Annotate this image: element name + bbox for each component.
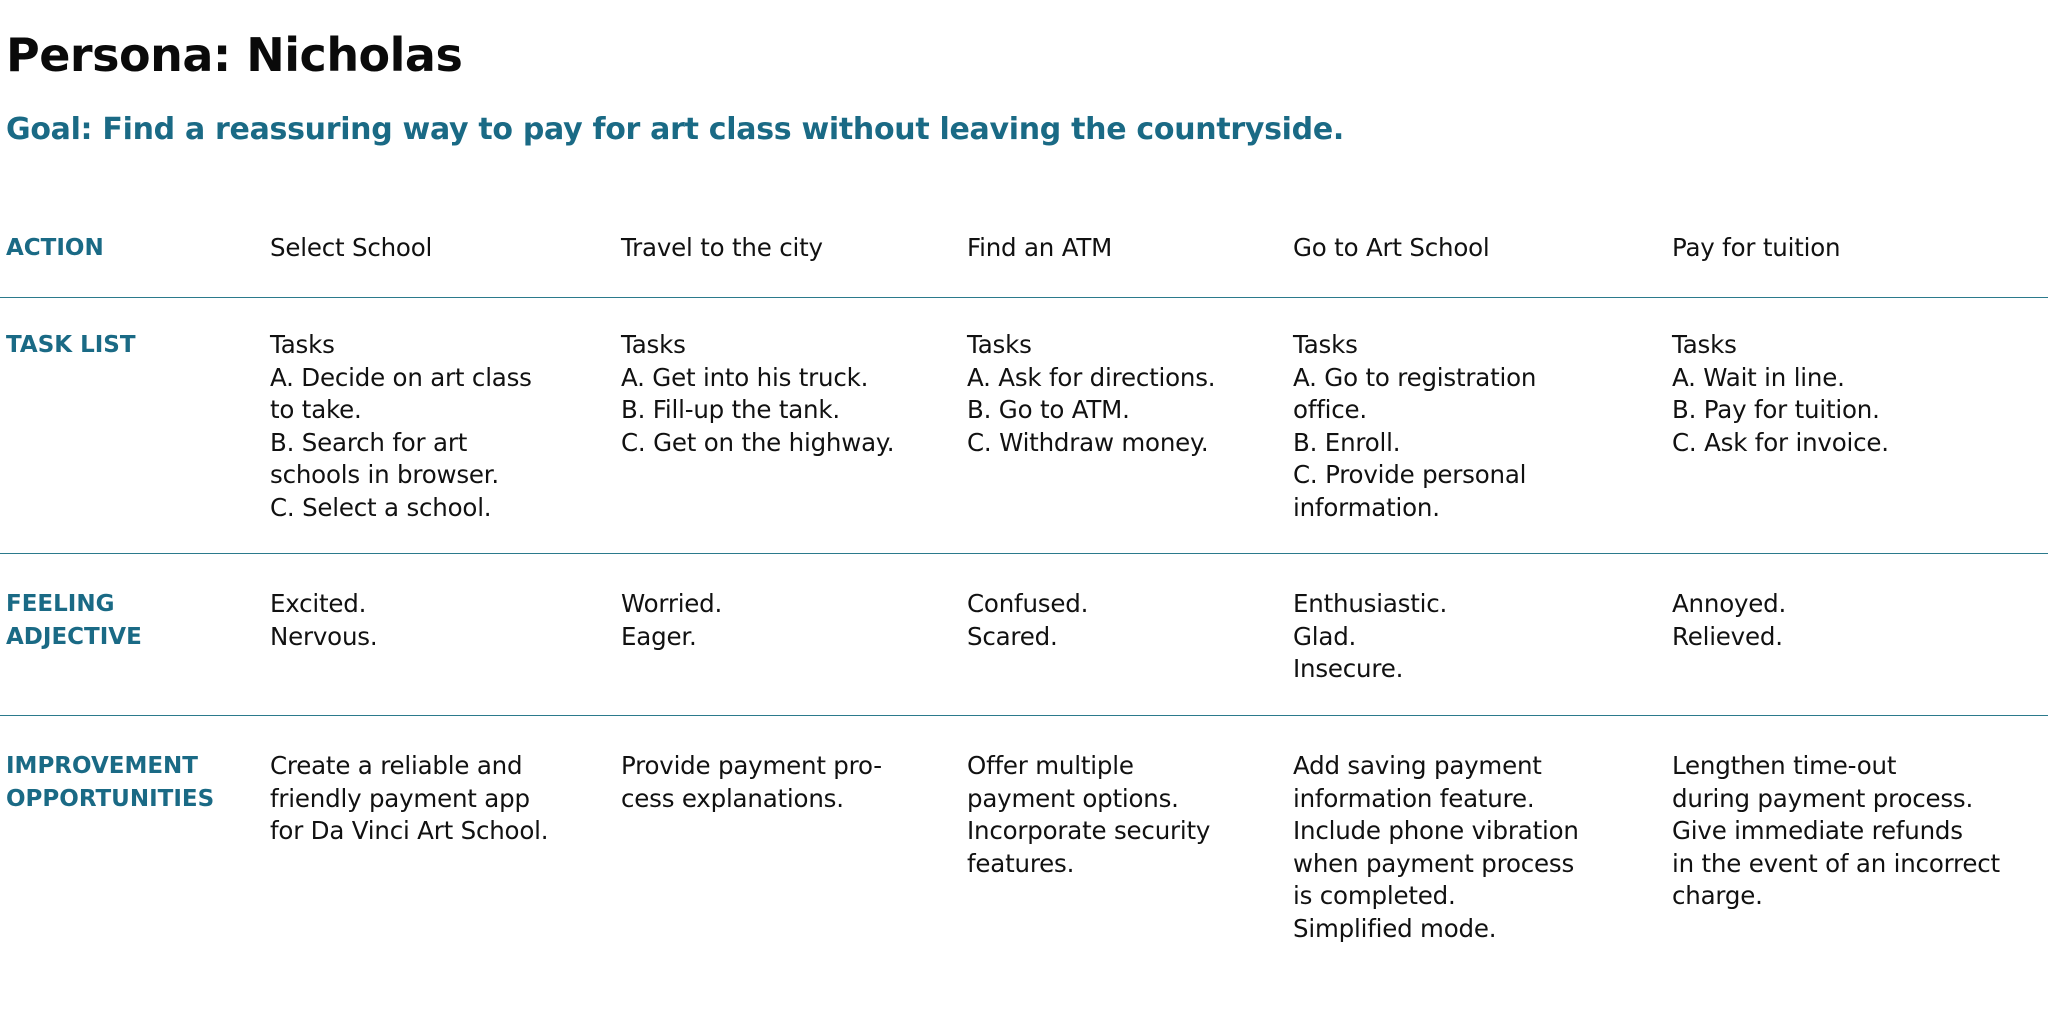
improvement-cell-go-to-art-school: Add saving payment information feature. Include phone vibration when payment process is completed. Simplified mode.	[1293, 751, 1579, 943]
action-cell-find-atm: Find an ATM	[967, 233, 1113, 262]
page-title: Persona: Nicholas	[6, 28, 463, 82]
task-cell-travel-to-city: Tasks A. Get into his truck. B. Fill-up the tank. C. Get on the highway.	[621, 330, 895, 457]
improvement-cell-travel-to-city: Provide payment pro- cess explanations.	[621, 751, 882, 813]
improvement-cell-pay-for-tuition: Lengthen time-out during payment process. Give immediate refunds in the event of an incorrect charge.	[1672, 751, 2000, 910]
row-label-improvement-opportunities: IMPROVEMENT OPPORTUNITIES	[6, 753, 215, 812]
divider-task-list	[0, 553, 2048, 554]
feeling-cell-find-atm: Confused. Scared.	[967, 589, 1089, 651]
feeling-cell-select-school: Excited. Nervous.	[270, 589, 378, 651]
task-cell-find-atm: Tasks A. Ask for directions. B. Go to ATM. C. Withdraw money.	[967, 330, 1216, 457]
row-label-feeling-adjective: FEELING ADJECTIVE	[6, 591, 142, 650]
row-label-action: ACTION	[6, 235, 104, 261]
action-cell-pay-for-tuition: Pay for tuition	[1672, 233, 1841, 262]
improvement-cell-find-atm: Offer multiple payment options. Incorporate security features.	[967, 751, 1211, 878]
task-cell-pay-for-tuition: Tasks A. Wait in line. B. Pay for tuition. C. Ask for invoice.	[1672, 330, 1889, 457]
divider-feeling	[0, 715, 2048, 716]
improvement-cell-select-school: Create a reliable and friendly payment app for Da Vinci Art School.	[270, 751, 549, 845]
task-cell-go-to-art-school: Tasks A. Go to registration office. B. Enroll. C. Provide personal information.	[1293, 330, 1537, 522]
goal-statement: Goal: Find a reassuring way to pay for art class without leaving the countryside.	[6, 112, 1344, 147]
feeling-cell-pay-for-tuition: Annoyed. Relieved.	[1672, 589, 1787, 651]
task-cell-select-school: Tasks A. Decide on art class to take. B. Search for art schools in browser. C. Select a school.	[270, 330, 532, 522]
feeling-cell-go-to-art-school: Enthusiastic. Glad. Insecure.	[1293, 589, 1448, 683]
action-cell-select-school: Select School	[270, 233, 433, 262]
row-label-task-list: TASK LIST	[6, 332, 136, 358]
action-cell-travel-to-city: Travel to the city	[621, 233, 823, 262]
action-cell-go-to-art-school: Go to Art School	[1293, 233, 1490, 262]
feeling-cell-travel-to-city: Worried. Eager.	[621, 589, 723, 651]
divider-action	[0, 297, 2048, 298]
